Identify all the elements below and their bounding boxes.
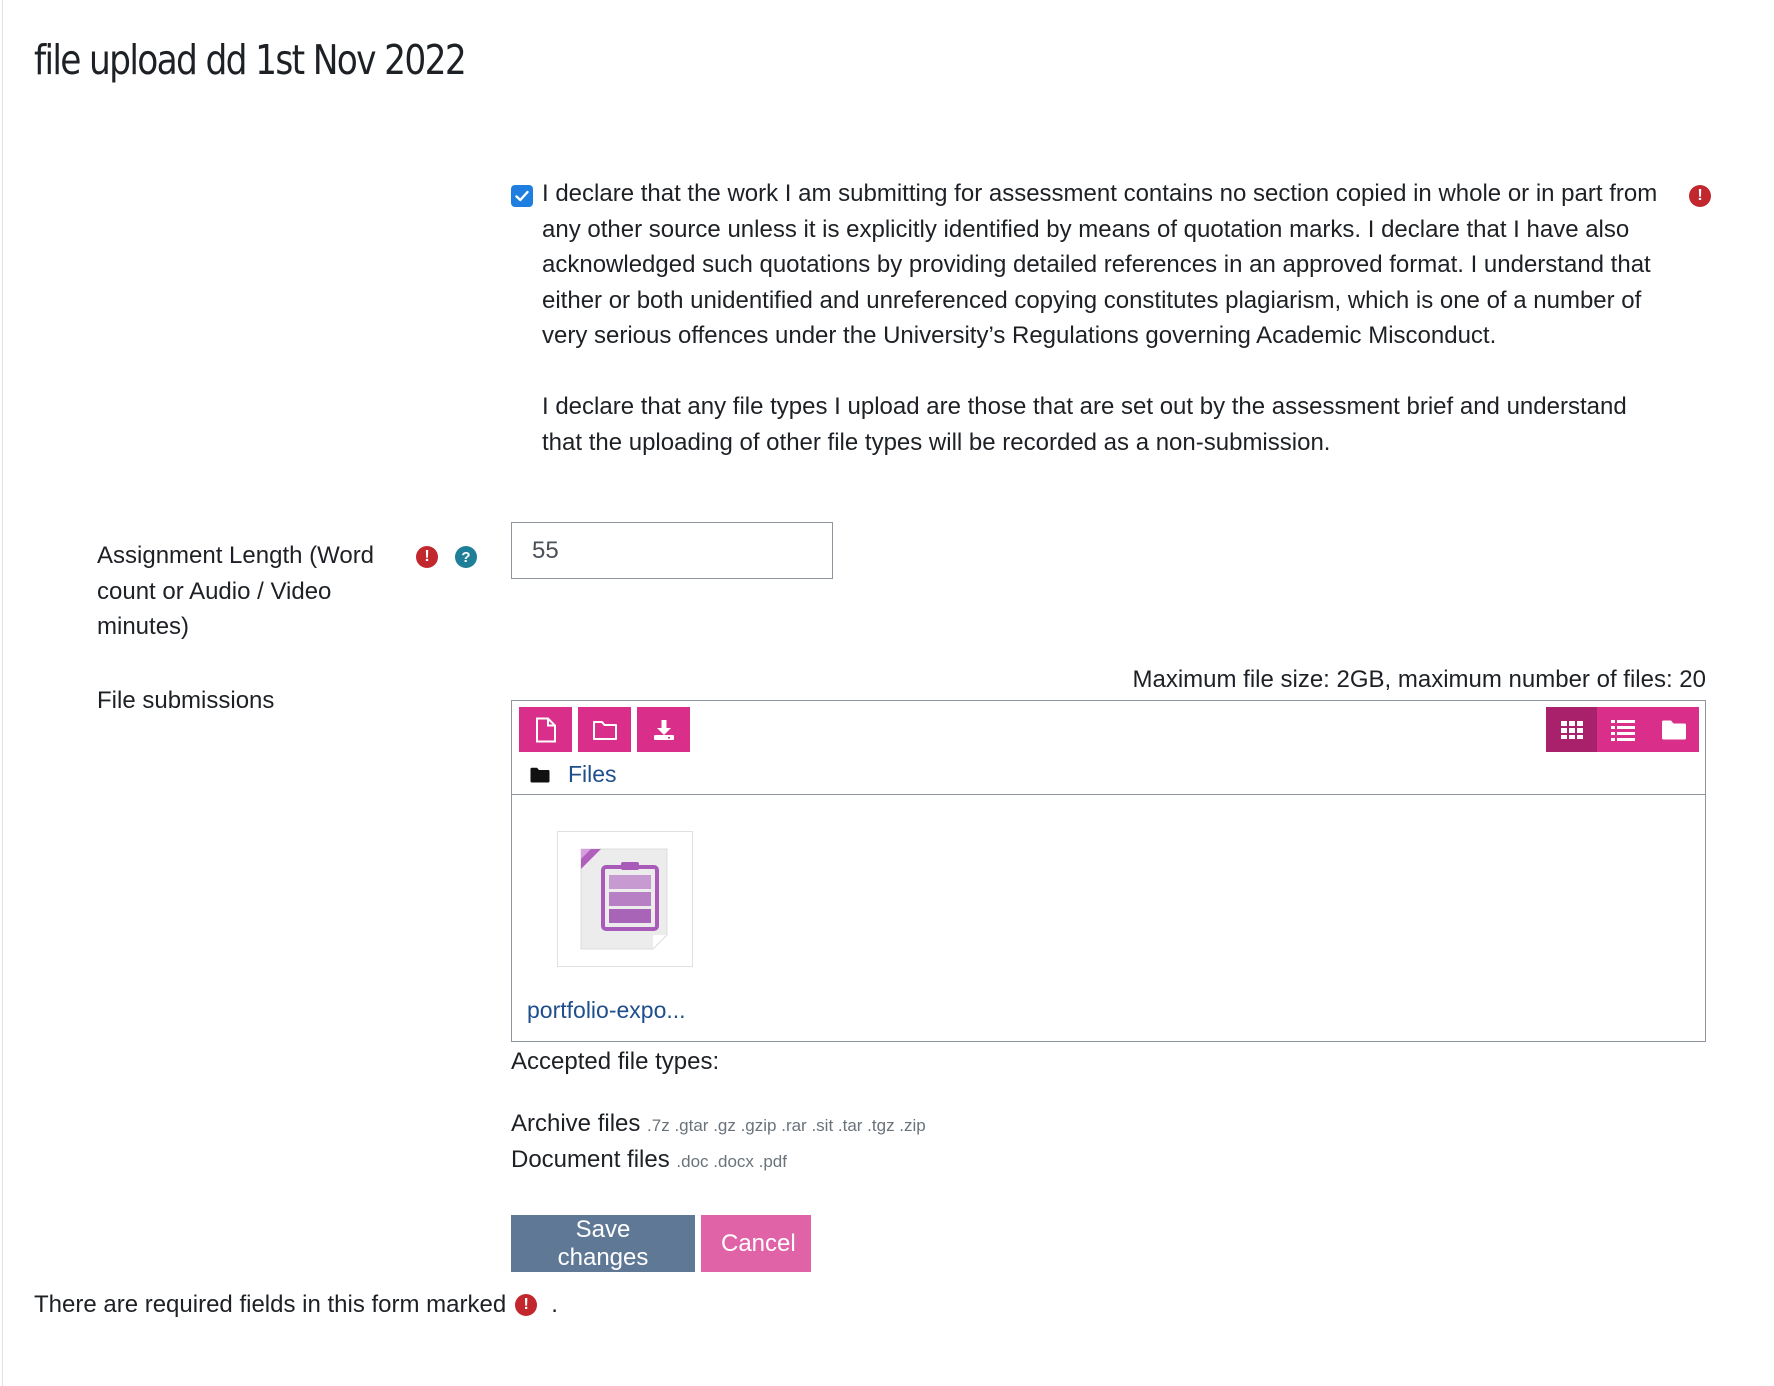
folder-filled-icon bbox=[1661, 719, 1687, 741]
assignment-length-label: Assignment Length (Word count or Audio / Video minutes) bbox=[97, 542, 375, 640]
folder-icon bbox=[592, 719, 618, 741]
file-type-group bbox=[511, 1142, 787, 1180]
file-name[interactable]: portfolio-expo... bbox=[527, 997, 686, 1023]
icon-view-button[interactable] bbox=[1546, 707, 1597, 752]
file-type-group-name: Document files bbox=[511, 1146, 670, 1173]
download-icon bbox=[652, 718, 676, 742]
file-icon bbox=[535, 717, 557, 743]
file-type-extensions: .doc .docx .pdf bbox=[676, 1152, 787, 1171]
declaration-paragraph-1: I declare that the work I am submitting for assessment contains no section copied in whole or in part from any other source unless it is explicitly identified by means of quotation marks. I declare that I have also acknowledged such quotations by providing detailed references in an approved format. I understand that either or both unidentified and unreferenced copying constitutes plagiarism, which is one of a number of very serious offences under the University’s Regulations governing Academic Misconduct. bbox=[542, 180, 1658, 349]
file-submissions-label: File submissions bbox=[97, 687, 275, 714]
file-manager-toolbar bbox=[519, 707, 690, 752]
file-type-group bbox=[511, 1106, 926, 1144]
accepted-file-types-title: Accepted file types: bbox=[511, 1048, 720, 1075]
tree-view-button[interactable] bbox=[1648, 707, 1699, 752]
create-folder-button[interactable] bbox=[578, 707, 631, 752]
required-icon: ! bbox=[515, 1294, 537, 1316]
checkmark-icon bbox=[514, 188, 530, 204]
required-note-text: There are required fields in this form marked bbox=[34, 1291, 507, 1318]
cancel-button[interactable]: Cancel bbox=[701, 1215, 811, 1272]
page-title: file upload dd 1st Nov 2022 bbox=[34, 36, 466, 84]
save-changes-button[interactable]: Save changes bbox=[511, 1215, 695, 1272]
grid-icon bbox=[1560, 720, 1584, 740]
file-manager bbox=[511, 700, 1706, 1042]
required-note-suffix: . bbox=[551, 1291, 558, 1318]
folder-filled-icon bbox=[530, 767, 550, 783]
file-type-extensions: .7z .gtar .gz .gzip .rar .sit .tar .tgz .zip bbox=[647, 1116, 926, 1135]
file-limits-text: Maximum file size: 2GB, maximum number of files: 20 bbox=[1132, 666, 1706, 693]
download-button[interactable] bbox=[637, 707, 690, 752]
add-file-button[interactable] bbox=[519, 707, 572, 752]
file-type-group-name: Archive files bbox=[511, 1110, 641, 1137]
declaration-checkbox[interactable] bbox=[511, 185, 533, 207]
assignment-length-input[interactable] bbox=[511, 522, 833, 579]
files-path-link[interactable]: Files bbox=[568, 761, 617, 787]
presentation-file-icon bbox=[569, 843, 681, 955]
file-path-breadcrumb bbox=[530, 761, 617, 788]
help-icon[interactable]: ? bbox=[455, 546, 477, 568]
file-thumbnail[interactable] bbox=[557, 831, 693, 967]
required-icon: ! bbox=[416, 546, 438, 568]
declaration-paragraph-2: I declare that any file types I upload are those that are set out by the assessment brief and understand that the uploading of other file types will be recorded as a non-submission. bbox=[542, 393, 1627, 456]
view-switcher bbox=[1546, 707, 1699, 752]
file-manager-divider bbox=[512, 794, 1705, 795]
list-icon bbox=[1610, 719, 1636, 741]
list-view-button[interactable] bbox=[1597, 707, 1648, 752]
required-fields-note bbox=[34, 1287, 558, 1323]
declaration-text bbox=[542, 176, 1672, 460]
required-icon: ! bbox=[1689, 185, 1711, 207]
